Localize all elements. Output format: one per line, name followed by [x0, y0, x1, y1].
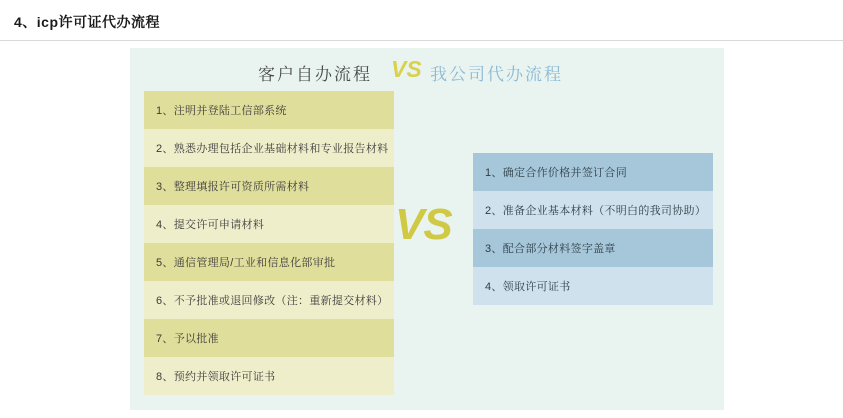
- list-item: 1、确定合作价格并签订合同: [473, 153, 713, 191]
- list-item: 2、准备企业基本材料（不明白的我司协助）: [473, 191, 713, 229]
- list-item: 6、不予批准或退回修改（注：重新提交材料）: [144, 281, 394, 319]
- header-vs-label: VS: [391, 56, 422, 82]
- list-item: 3、整理填报许可资质所需材料: [144, 167, 394, 205]
- list-item: 4、提交许可申请材料: [144, 205, 394, 243]
- left-column-header: 客户自办流程: [258, 65, 372, 84]
- list-item: 5、通信管理局/工业和信息化部审批: [144, 243, 394, 281]
- list-item: 7、予以批准: [144, 319, 394, 357]
- right-column-header: 我公司代办流程: [430, 65, 563, 84]
- self-service-steps-column: [144, 91, 394, 395]
- agency-service-steps-column: [473, 153, 713, 305]
- title-divider: [0, 40, 843, 41]
- page-title: 4、icp许可证代办流程: [14, 14, 161, 30]
- list-item: 3、配合部分材料签字盖章: [473, 229, 713, 267]
- center-vs-label: VS: [395, 200, 452, 249]
- list-item: 8、预约并领取许可证书: [144, 357, 394, 395]
- list-item: 1、注明并登陆工信部系统: [144, 91, 394, 129]
- list-item: 2、熟悉办理包括企业基础材料和专业报告材料: [144, 129, 394, 167]
- list-item: 4、领取许可证书: [473, 267, 713, 305]
- icp-process-diagram: [130, 48, 724, 410]
